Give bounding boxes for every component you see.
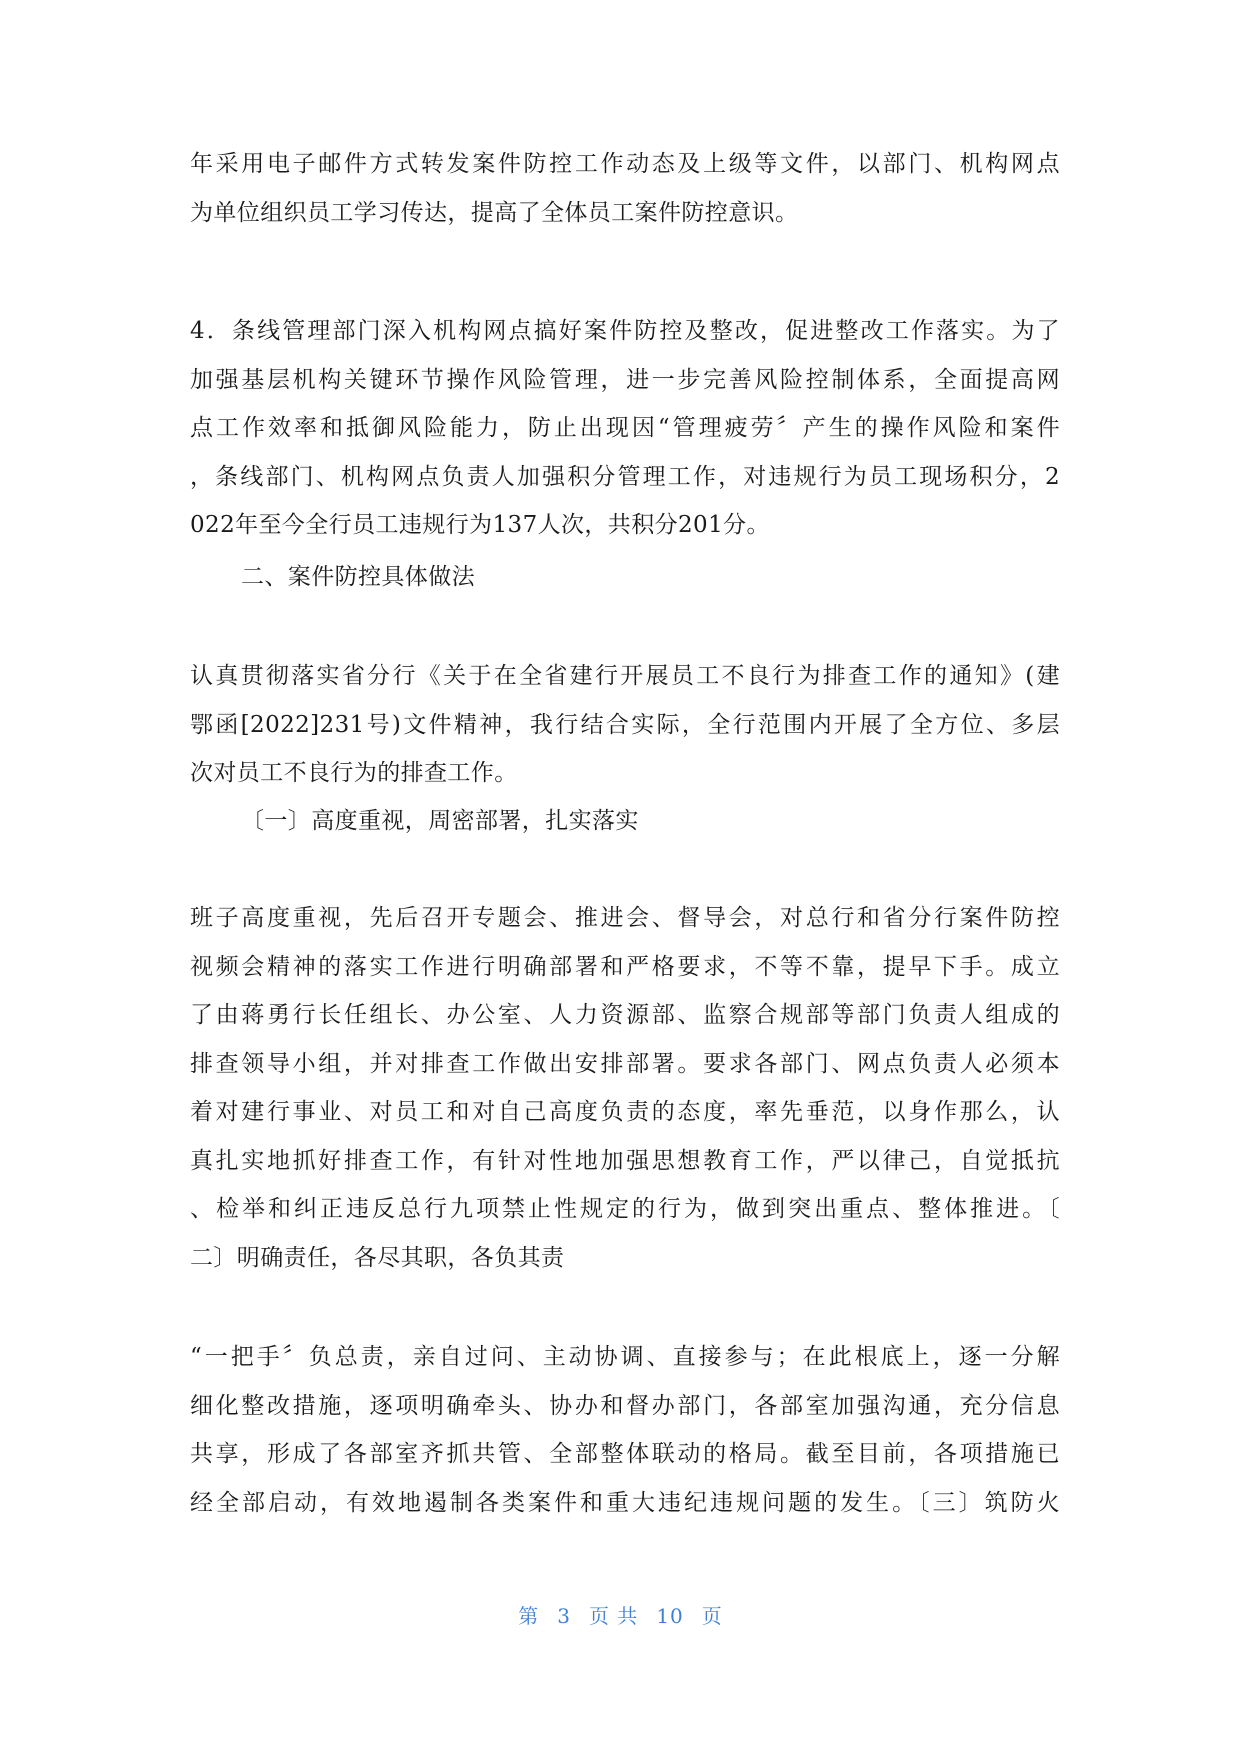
text-line: 了由蒋勇行长任组长、办公室、人力资源部、监察合规部等部门负责人组成的 [190,1002,1060,1028]
text-line: 细化整改措施，逐项明确牵头、协办和督办部门，各部室加强沟通，充分信息 [190,1392,1060,1419]
text-line: 认真贯彻落实省分行《关于在全省建行开展员工不良行为排查工作的通知》(建 [190,663,1060,689]
text-line: 鄂函[2022]231号)文件精神，我行结合实际，全行范围内开展了全方位、多层 [190,711,1060,738]
text-line: 、检举和纠正违反总行九项禁止性规定的行为，做到突出重点、整体推进。〔 [190,1196,1060,1222]
text-line: 共享，形成了各部室齐抓共管、全部整体联动的格局。截至目前，各项措施已 [190,1441,1060,1467]
text-line: 次对员工不良行为的排查工作。 [190,760,518,786]
text-line: 4．条线管理部门深入机构网点搞好案件防控及整改，促进整改工作落实。为了 [190,318,1060,344]
paragraph-intro [190,140,1060,237]
text-line: 经全部启动，有效地遏制各类案件和重大违纪违规问题的发生。〔三〕筑防火 [190,1489,1060,1516]
footer-suffix: 页 [701,1604,723,1628]
paragraph-leadership [190,894,1060,1282]
footer-middle: 页 共 [588,1604,639,1628]
current-page-number: 3 [557,1604,571,1628]
text-line: 班子高度重视，先后召开专题会、推进会、督导会，对总行和省分行案件防控 [190,905,1060,931]
footer-prefix: 第 [518,1604,540,1628]
text-line: ，条线部门、机构网点负责人加强积分管理工作，对违规行为员工现场积分，2 [190,463,1060,490]
text-line: 加强基层机构关键环节操作风险管理，进一步完善风险控制体系，全面提高网 [190,366,1060,393]
total-pages-number: 10 [656,1604,684,1628]
subsection-heading: 〔一〕高度重视，周密部署，扎实落实 [241,808,639,834]
text-line: 排查领导小组，并对排查工作做出安排部署。要求各部门、网点负责人必须本 [190,1050,1060,1077]
text-line: 022年至今全行员工违规行为137人次，共积分201分。 [190,512,770,538]
text-line: 点工作效率和抵御风险能力，防止出现因“管理疲劳〞产生的操作风险和案件 [190,415,1060,441]
paragraph-responsibility [190,1333,1060,1527]
text-line: 真扎实地抓好排查工作，有针对性地加强思想教育工作，严以律己，自觉抵抗 [190,1147,1060,1174]
text-line: 视频会精神的落实工作进行明确部署和严格要求，不等不靠，提早下手。成立 [190,953,1060,980]
page-footer [0,1600,1241,1629]
text-line: 着对建行事业、对员工和对自己高度负责的态度，率先垂范，以身作那么，认 [190,1099,1060,1125]
text-line: 二〕明确责任，各尽其职，各负其责 [190,1244,565,1271]
section-heading: 二、案件防控具体做法 [241,564,475,590]
text-line: 年采用电子邮件方式转发案件防控工作动态及上级等文件，以部门、机构网点 [190,151,1060,177]
text-line: “一把手〞负总责，亲自过问、主动协调、直接参与；在此根底上，逐一分解 [190,1344,1060,1370]
text-line: 为单位组织员工学习传达，提高了全体员工案件防控意识。 [190,199,799,226]
paragraph-notice [190,652,1060,798]
paragraph-item-4 [190,307,1060,550]
